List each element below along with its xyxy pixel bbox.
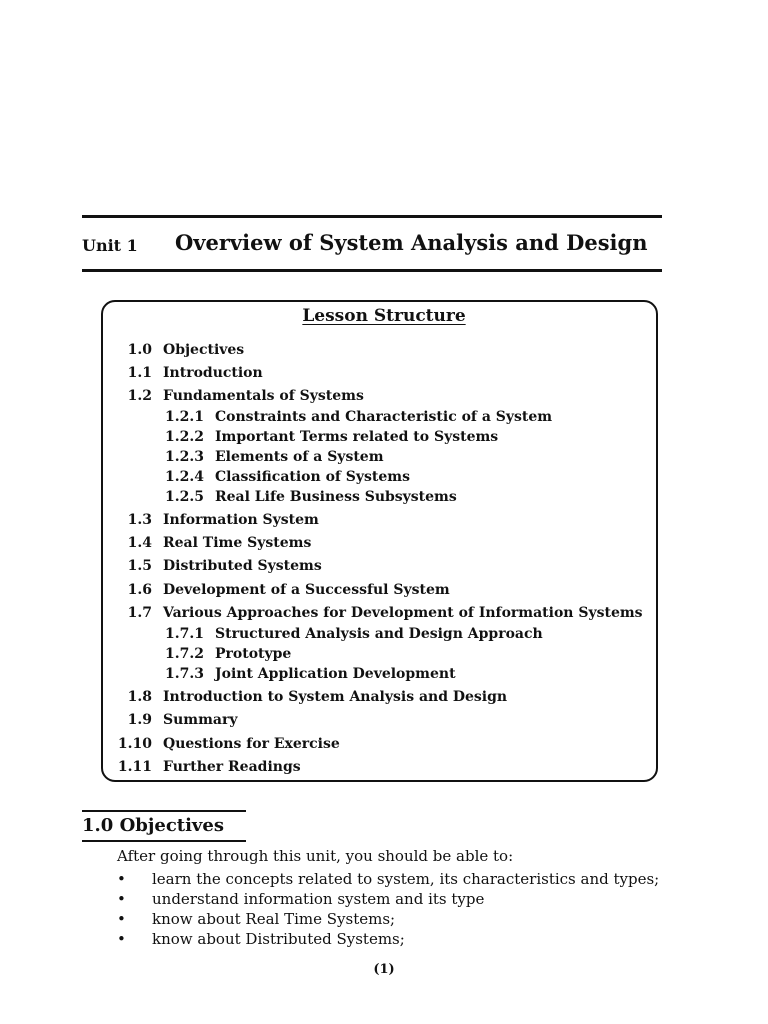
toc-item-number: 1.7.1: [165, 626, 204, 642]
toc-item: [0, 666, 768, 684]
toc-item-number: 1.7.3: [165, 666, 204, 682]
toc-item-title: Real Time Systems: [163, 535, 312, 551]
toc-item-title: Important Terms related to Systems: [215, 429, 499, 445]
toc-item: [0, 409, 768, 427]
toc-item: [0, 646, 768, 664]
toc-item: [0, 342, 768, 360]
toc-item-title: Summary: [163, 712, 238, 728]
toc-item-number: 1.2.4: [165, 469, 204, 485]
toc-item-title: Introduction to System Analysis and Design: [163, 689, 508, 705]
objective-bullet: [117, 890, 717, 910]
toc-item-title: Real Life Business Subsystems: [215, 489, 457, 505]
toc-item-number: 1.5: [127, 558, 152, 574]
toc-item-title: Information System: [163, 512, 319, 528]
bullet-icon: •: [117, 890, 126, 908]
toc-item-number: 1.2.3: [165, 449, 204, 465]
toc-item: [0, 582, 768, 600]
toc-item-number: 1.8: [127, 689, 152, 705]
toc-item-title: Distributed Systems: [163, 558, 322, 574]
toc-item-number: 1.2.2: [165, 429, 204, 445]
toc-item-number: 1.2.5: [165, 489, 204, 505]
toc-item: [0, 712, 768, 730]
toc-item-number: 1.1: [127, 365, 152, 381]
toc-item: [0, 449, 768, 467]
toc-item-number: 1.7: [127, 605, 152, 621]
toc-item: [0, 489, 768, 507]
objective-text: know about Distributed Systems;: [152, 930, 405, 948]
objective-bullet: [117, 910, 717, 930]
toc-item-title: Objectives: [163, 342, 245, 358]
toc-item: [0, 689, 768, 707]
unit-label: Unit 1: [82, 236, 138, 255]
bullet-icon: •: [117, 930, 126, 948]
section-top-rule: [82, 810, 246, 812]
lesson-structure-heading: Lesson Structure: [302, 306, 466, 326]
toc-item-title: Constraints and Characteristic of a System: [215, 409, 553, 425]
toc-item-title: Elements of a System: [215, 449, 384, 465]
toc-item-title: Joint Application Development: [215, 666, 456, 682]
bullet-icon: •: [117, 870, 126, 888]
objective-bullet: [117, 870, 717, 890]
toc-item-title: Introduction: [163, 365, 263, 381]
objective-text: know about Real Time Systems;: [152, 910, 396, 928]
toc-item-number: 1.2.1: [165, 409, 204, 425]
toc-item-number: 1.4: [127, 535, 152, 551]
section-bottom-rule: [82, 840, 246, 842]
unit-title: Overview of System Analysis and Design: [175, 230, 648, 255]
toc-item-number: 1.9: [127, 712, 152, 728]
toc-item-title: Development of a Successful System: [163, 582, 450, 598]
toc-item-title: Questions for Exercise: [163, 736, 340, 752]
toc-item: [0, 759, 768, 777]
objective-bullet: [117, 930, 717, 950]
toc-item-title: Structured Analysis and Design Approach: [215, 626, 543, 642]
toc-item-number: 1.3: [127, 512, 152, 528]
toc-item-number: 1.7.2: [165, 646, 204, 662]
toc-item: [0, 605, 768, 623]
header-bottom-rule: [82, 269, 662, 272]
toc-item-number: 1.6: [127, 582, 152, 598]
toc-item: [0, 512, 768, 530]
header-top-rule: [82, 215, 662, 218]
toc-item: [0, 626, 768, 644]
page-number: (1): [373, 962, 395, 977]
toc-item-title: Further Readings: [163, 759, 301, 775]
toc-item-number: 1.0: [127, 342, 152, 358]
section-title: 1.0 Objectives: [82, 815, 224, 836]
toc-item: [0, 558, 768, 576]
toc-item-title: Fundamentals of Systems: [163, 388, 364, 404]
objective-text: understand information system and its type: [152, 890, 485, 908]
objectives-intro: After going through this unit, you should be able to:: [117, 847, 514, 865]
toc-item-title: Prototype: [215, 646, 292, 662]
toc-item: [0, 365, 768, 383]
toc-item: [0, 388, 768, 406]
bullet-icon: •: [117, 910, 126, 928]
toc-item: [0, 469, 768, 487]
toc-item-number: 1.11: [117, 759, 152, 775]
toc-item-number: 1.10: [117, 736, 152, 752]
toc-item: [0, 535, 768, 553]
toc-item-title: Classification of Systems: [215, 469, 410, 485]
objective-text: learn the concepts related to system, its characteristics and types;: [152, 870, 660, 888]
toc-item-title: Various Approaches for Development of Information Systems: [163, 605, 643, 621]
toc-item: [0, 429, 768, 447]
toc-item: [0, 736, 768, 754]
toc-item-number: 1.2: [127, 388, 152, 404]
